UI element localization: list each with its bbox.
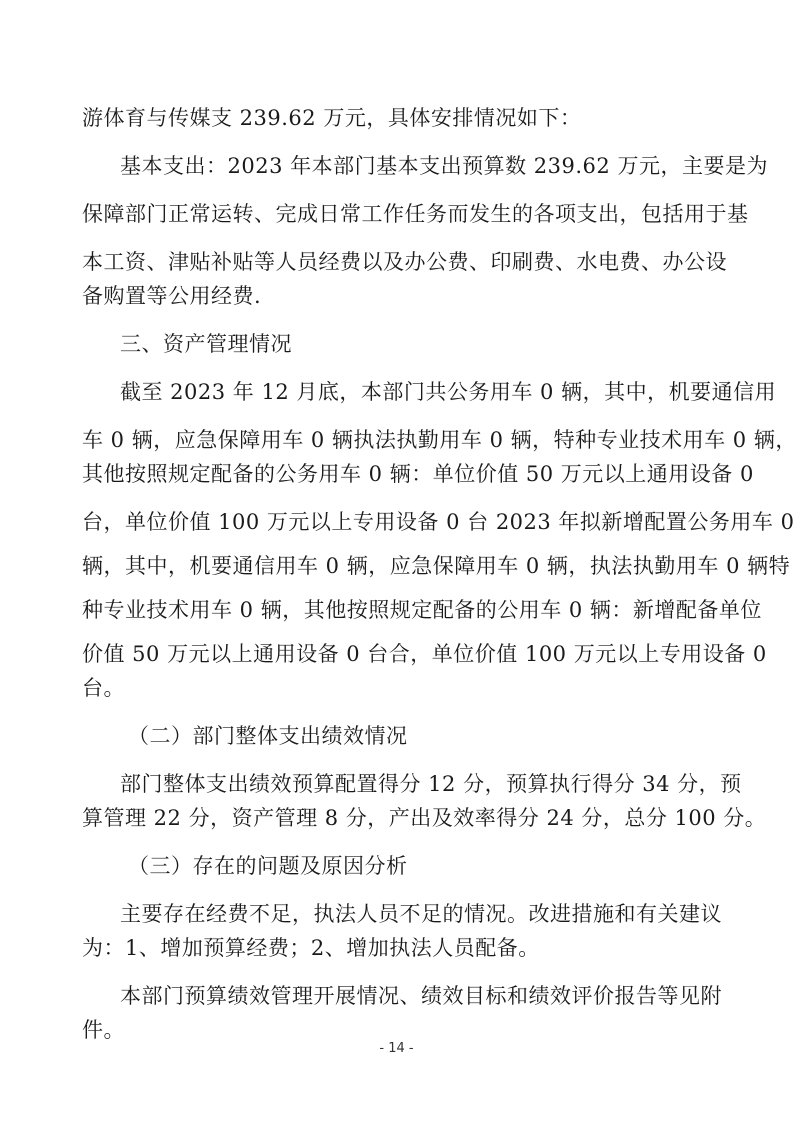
section-heading-performance: （二）部门整体支出绩效情况 bbox=[128, 724, 408, 748]
body-text-line: 保障部门正常运转、完成日常工作任务而发生的各项支出，包括用于基 bbox=[82, 202, 749, 226]
paragraph-basic-expenditure: 基本支出：2023 年本部门基本支出预算数 239.62 万元，主要是为 bbox=[120, 154, 768, 178]
body-text-line: 为：1、增加预算经费；2、增加执法人员配备。 bbox=[82, 936, 540, 960]
section-heading-asset-management: 三、资产管理情况 bbox=[120, 332, 292, 356]
paragraph-performance-scores: 部门整体支出绩效预算配置得分 12 分，预算执行得分 34 分，预 bbox=[120, 772, 742, 796]
body-text-line: 辆，其中，机要通信用车 0 辆，应急保障用车 0 辆，执法执勤用车 0 辆特 bbox=[82, 554, 791, 578]
paragraph-vehicles: 截至 2023 年 12 月底，本部门共公务用车 0 辆，其中，机要通信用 bbox=[120, 380, 777, 404]
body-text-line: 台。 bbox=[82, 676, 125, 700]
body-text-line: 本工资、津贴补贴等人员经费以及办公费、印刷费、水电费、办公设 bbox=[82, 250, 727, 274]
paragraph-problems: 主要存在经费不足，执法人员不足的情况。改进措施和有关建议 bbox=[120, 902, 722, 926]
body-text-line: 游体育与传媒支 239.62 万元，具体安排情况如下： bbox=[82, 106, 582, 130]
body-text-line: 其他按照规定配备的公务用车 0 辆：单位价值 50 万元以上通用设备 0 bbox=[82, 462, 754, 486]
body-text-line: 算管理 22 分，资产管理 8 分，产出及效率得分 24 分，总分 100 分。 bbox=[82, 806, 767, 830]
body-text-line: 价值 50 万元以上通用设备 0 台合，单位价值 100 万元以上专用设备 0 bbox=[82, 642, 767, 666]
body-text-line: 件。 bbox=[82, 1018, 125, 1042]
section-heading-problems: （三）存在的问题及原因分析 bbox=[128, 854, 408, 878]
body-text-line: 台，单位价值 100 万元以上专用设备 0 台 2023 年拟新增配置公务用车 0 bbox=[82, 510, 795, 534]
page-number: - 14 - bbox=[379, 1041, 414, 1056]
body-text-line: 备购置等公用经费. bbox=[82, 284, 262, 308]
body-text-line: 种专业技术用车 0 辆，其他按照规定配备的公用车 0 辆：新增配备单位 bbox=[82, 598, 762, 622]
paragraph-attachments: 本部门预算绩效管理开展情况、绩效目标和绩效评价报告等见附 bbox=[120, 984, 722, 1008]
body-text-line: 车 0 辆，应急保障用车 0 辆执法执勤用车 0 辆，特种专业技术用车 0 辆， bbox=[82, 428, 797, 452]
